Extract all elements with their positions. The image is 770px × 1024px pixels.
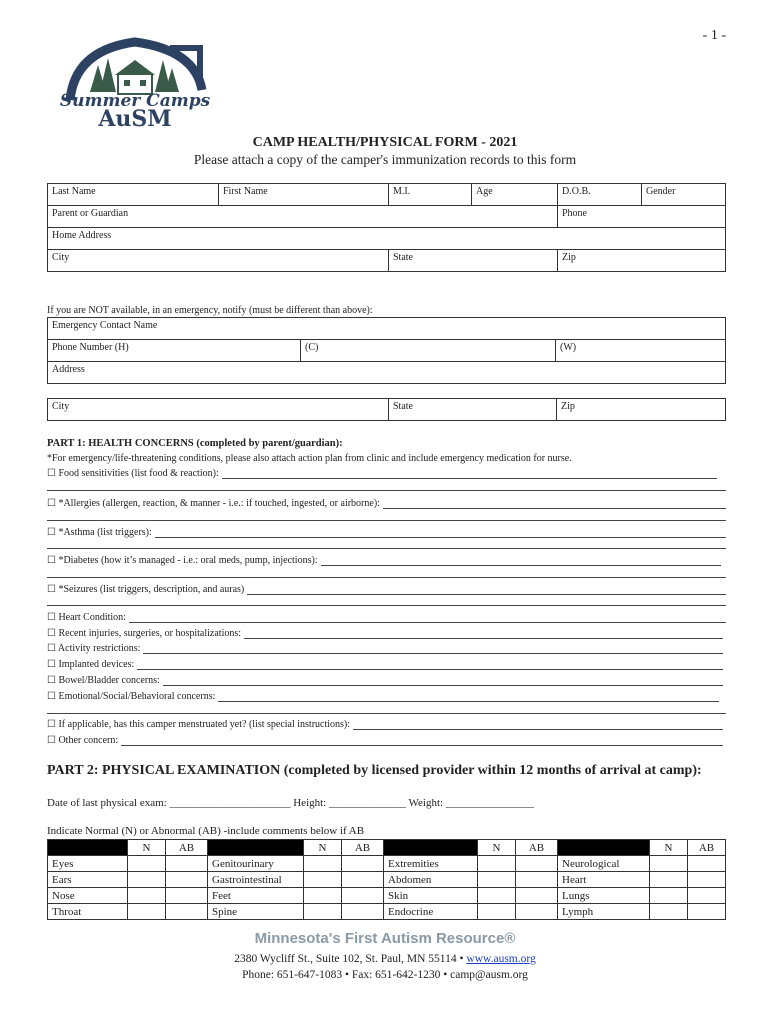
n-checkbox[interactable] xyxy=(478,872,516,888)
emergency-note: If you are NOT available, in an emergency, notify (must be different than above): xyxy=(47,305,373,316)
phone-h-field[interactable] xyxy=(48,340,301,362)
summer-camps-logo xyxy=(60,30,210,130)
city-label: City xyxy=(52,252,70,263)
exam-col-spacer xyxy=(384,840,478,856)
col-ab-header: AB xyxy=(342,840,384,856)
n-checkbox[interactable] xyxy=(128,904,166,920)
bowel-bladder-item[interactable]: ☐ Bowel/Bladder concerns: xyxy=(47,675,723,686)
home-address-field[interactable] xyxy=(48,228,726,250)
home-address-label: Home Address xyxy=(52,230,112,241)
emergency-address-label: Address xyxy=(52,364,85,375)
asthma-item[interactable]: ☐ *Asthma (list triggers): xyxy=(47,527,726,538)
col-n-header: N xyxy=(304,840,342,856)
exam-label: Gastrointestinal xyxy=(208,872,304,888)
other-concern-item[interactable]: ☐ Other concern: xyxy=(47,735,723,746)
seizures-item[interactable]: ☐ *Seizures (list triggers, description, and auras) xyxy=(47,584,726,595)
part1-heading: PART 1: HEALTH CONCERNS (completed by parent/guardian): xyxy=(47,438,343,449)
emergency-address-field[interactable] xyxy=(48,362,726,384)
n-checkbox[interactable] xyxy=(304,888,342,904)
ab-checkbox[interactable] xyxy=(166,904,208,920)
ab-checkbox[interactable] xyxy=(688,904,726,920)
first-name-label: First Name xyxy=(223,186,268,197)
emergency-zip-label: Zip xyxy=(561,401,575,412)
activity-restrictions-item[interactable]: ☐ Activity restrictions: xyxy=(47,643,723,654)
ab-checkbox[interactable] xyxy=(166,856,208,872)
answer-line[interactable] xyxy=(47,713,726,714)
ab-checkbox[interactable] xyxy=(166,888,208,904)
footer-contact: Phone: 651-647-1083 • Fax: 651-642-1230 • camp@ausm.org xyxy=(242,969,528,981)
ab-checkbox[interactable] xyxy=(516,888,558,904)
state-field[interactable] xyxy=(389,250,558,272)
emergency-contact-name-field[interactable] xyxy=(48,318,726,340)
emergency-zip-field[interactable] xyxy=(557,399,726,421)
col-ab-header: AB xyxy=(516,840,558,856)
phone-c-field[interactable] xyxy=(301,340,556,362)
normal-abnormal-instruction: Indicate Normal (N) or Abnormal (AB) -include comments below if AB xyxy=(47,825,365,837)
first-name-field[interactable] xyxy=(219,184,389,206)
emergency-city-table xyxy=(47,398,726,421)
city-field[interactable] xyxy=(48,250,389,272)
ab-checkbox[interactable] xyxy=(688,888,726,904)
zip-label: Zip xyxy=(562,252,576,263)
dob-field[interactable] xyxy=(558,184,642,206)
n-checkbox[interactable] xyxy=(478,888,516,904)
exam-label: Nose xyxy=(48,888,128,904)
injuries-item[interactable]: ☐ Recent injuries, surgeries, or hospitalizations: xyxy=(47,628,723,639)
ab-checkbox[interactable] xyxy=(516,904,558,920)
age-label: Age xyxy=(476,186,493,197)
exam-col-spacer xyxy=(558,840,650,856)
zip-field[interactable] xyxy=(558,250,726,272)
ab-checkbox[interactable] xyxy=(342,872,384,888)
phone-w-field[interactable] xyxy=(556,340,726,362)
exam-label: Spine xyxy=(208,904,304,920)
emergency-contact-name-label: Emergency Contact Name xyxy=(52,320,158,331)
emergency-city-label: City xyxy=(52,401,70,412)
exam-label: Throat xyxy=(48,904,128,920)
exam-label: Lungs xyxy=(558,888,650,904)
ab-checkbox[interactable] xyxy=(342,888,384,904)
parent-label: Parent or Guardian xyxy=(52,208,129,219)
answer-line[interactable] xyxy=(47,548,726,549)
phone-c-label: (C) xyxy=(305,342,319,353)
footer-org-name: Minnesota's First Autism Resource® xyxy=(254,930,516,947)
exam-col-spacer xyxy=(208,840,304,856)
phone-w-label: (W) xyxy=(560,342,577,353)
exam-label: Lymph xyxy=(558,904,650,920)
part2-heading: PART 2: PHYSICAL EXAMINATION (completed by licensed provider within 12 months of arrival at camp): xyxy=(47,763,702,778)
exam-label: Feet xyxy=(208,888,304,904)
answer-line[interactable] xyxy=(47,577,726,578)
n-checkbox[interactable] xyxy=(128,856,166,872)
answer-line[interactable] xyxy=(47,520,726,521)
exam-label: Ears xyxy=(48,872,128,888)
n-checkbox[interactable] xyxy=(650,872,688,888)
col-n-header: N xyxy=(478,840,516,856)
phone-field[interactable] xyxy=(558,206,726,228)
website-link[interactable]: www.ausm.org xyxy=(466,953,536,965)
footer-address-text: 2380 Wycliff St., Suite 102, St. Paul, MN 55114 • xyxy=(234,953,464,965)
n-checkbox[interactable] xyxy=(128,888,166,904)
answer-line[interactable] xyxy=(47,490,726,491)
ab-checkbox[interactable] xyxy=(688,872,726,888)
exam-label: Eyes xyxy=(48,856,128,872)
camper-info-table xyxy=(47,183,726,272)
exam-label: Genitourinary xyxy=(208,856,304,872)
emergency-state-label: State xyxy=(393,401,413,412)
emergency-state-field[interactable] xyxy=(389,399,557,421)
col-ab-header: AB xyxy=(688,840,726,856)
form-title: CAMP HEALTH/PHYSICAL FORM - 2021 xyxy=(252,135,518,150)
menstruated-item[interactable]: ☐ If applicable, has this camper menstruated yet? (list special instructions): xyxy=(47,719,723,730)
logo-text-line2: AuSM xyxy=(98,106,172,130)
n-checkbox[interactable] xyxy=(650,904,688,920)
col-ab-header: AB xyxy=(166,840,208,856)
ab-checkbox[interactable] xyxy=(516,856,558,872)
parent-field[interactable] xyxy=(48,206,558,228)
n-checkbox[interactable] xyxy=(304,856,342,872)
exam-label: Abdomen xyxy=(384,872,478,888)
col-n-header: N xyxy=(650,840,688,856)
ab-checkbox[interactable] xyxy=(688,856,726,872)
ab-checkbox[interactable] xyxy=(516,872,558,888)
exam-label: Heart xyxy=(558,872,650,888)
ab-checkbox[interactable] xyxy=(166,872,208,888)
ab-checkbox[interactable] xyxy=(342,856,384,872)
emotional-social-item[interactable]: ☐ Emotional/Social/Behavioral concerns: xyxy=(47,691,719,702)
n-checkbox[interactable] xyxy=(304,904,342,920)
exam-meta-line[interactable]: Date of last physical exam: ______________________ Height: ______________ Weight: ________________ xyxy=(47,797,534,809)
logo-text-line1: Summer Camps xyxy=(60,91,210,111)
food-sensitivities-item[interactable]: ☐ Food sensitivities (list food & reaction): xyxy=(47,468,717,479)
physical-exam-table xyxy=(47,839,726,920)
n-checkbox[interactable] xyxy=(650,888,688,904)
diabetes-item[interactable]: ☐ *Diabetes (how it’s managed - i.e.: oral meds, pump, injections): xyxy=(47,555,721,566)
col-n-header: N xyxy=(128,840,166,856)
ab-checkbox[interactable] xyxy=(342,904,384,920)
gender-label: Gender xyxy=(646,186,676,197)
dob-label: D.O.B. xyxy=(562,186,591,197)
state-label: State xyxy=(393,252,413,263)
page-number: - 1 - xyxy=(702,28,726,43)
age-field[interactable] xyxy=(472,184,558,206)
table-row xyxy=(48,888,726,904)
mi-field[interactable] xyxy=(389,184,472,206)
n-checkbox[interactable] xyxy=(650,856,688,872)
part1-note: *For emergency/life-threatening conditions, please also attach action plan from clinic and include emergency medication for nurse. xyxy=(47,453,572,464)
last-name-field[interactable] xyxy=(48,184,219,206)
emergency-contact-table xyxy=(47,317,726,384)
heart-condition-item[interactable]: ☐ Heart Condition: xyxy=(47,612,726,623)
table-row xyxy=(48,856,726,872)
n-checkbox[interactable] xyxy=(478,856,516,872)
exam-label: Extremities xyxy=(384,856,478,872)
exam-label: Endocrine xyxy=(384,904,478,920)
table-row xyxy=(48,872,726,888)
phone-label: Phone xyxy=(562,208,587,219)
n-checkbox[interactable] xyxy=(304,872,342,888)
last-name-label: Last Name xyxy=(52,186,96,197)
mi-label: M.I. xyxy=(393,186,411,197)
exam-label: Skin xyxy=(384,888,478,904)
phone-h-label: Phone Number (H) xyxy=(52,342,129,353)
footer-address xyxy=(0,953,770,965)
n-checkbox[interactable] xyxy=(128,872,166,888)
allergies-item[interactable]: ☐ *Allergies (allergen, reaction, & manner - i.e.: if touched, ingested, or airborne): xyxy=(47,498,726,509)
exam-label: Neurological xyxy=(558,856,650,872)
answer-line[interactable] xyxy=(47,605,726,606)
emergency-city-field[interactable] xyxy=(48,399,389,421)
implanted-devices-item[interactable]: ☐ Implanted devices: xyxy=(47,659,723,670)
n-checkbox[interactable] xyxy=(478,904,516,920)
exam-col-spacer xyxy=(48,840,128,856)
gender-field[interactable] xyxy=(642,184,726,206)
table-row xyxy=(48,904,726,920)
form-subtitle: Please attach a copy of the camper's immunization records to this form xyxy=(193,152,577,167)
